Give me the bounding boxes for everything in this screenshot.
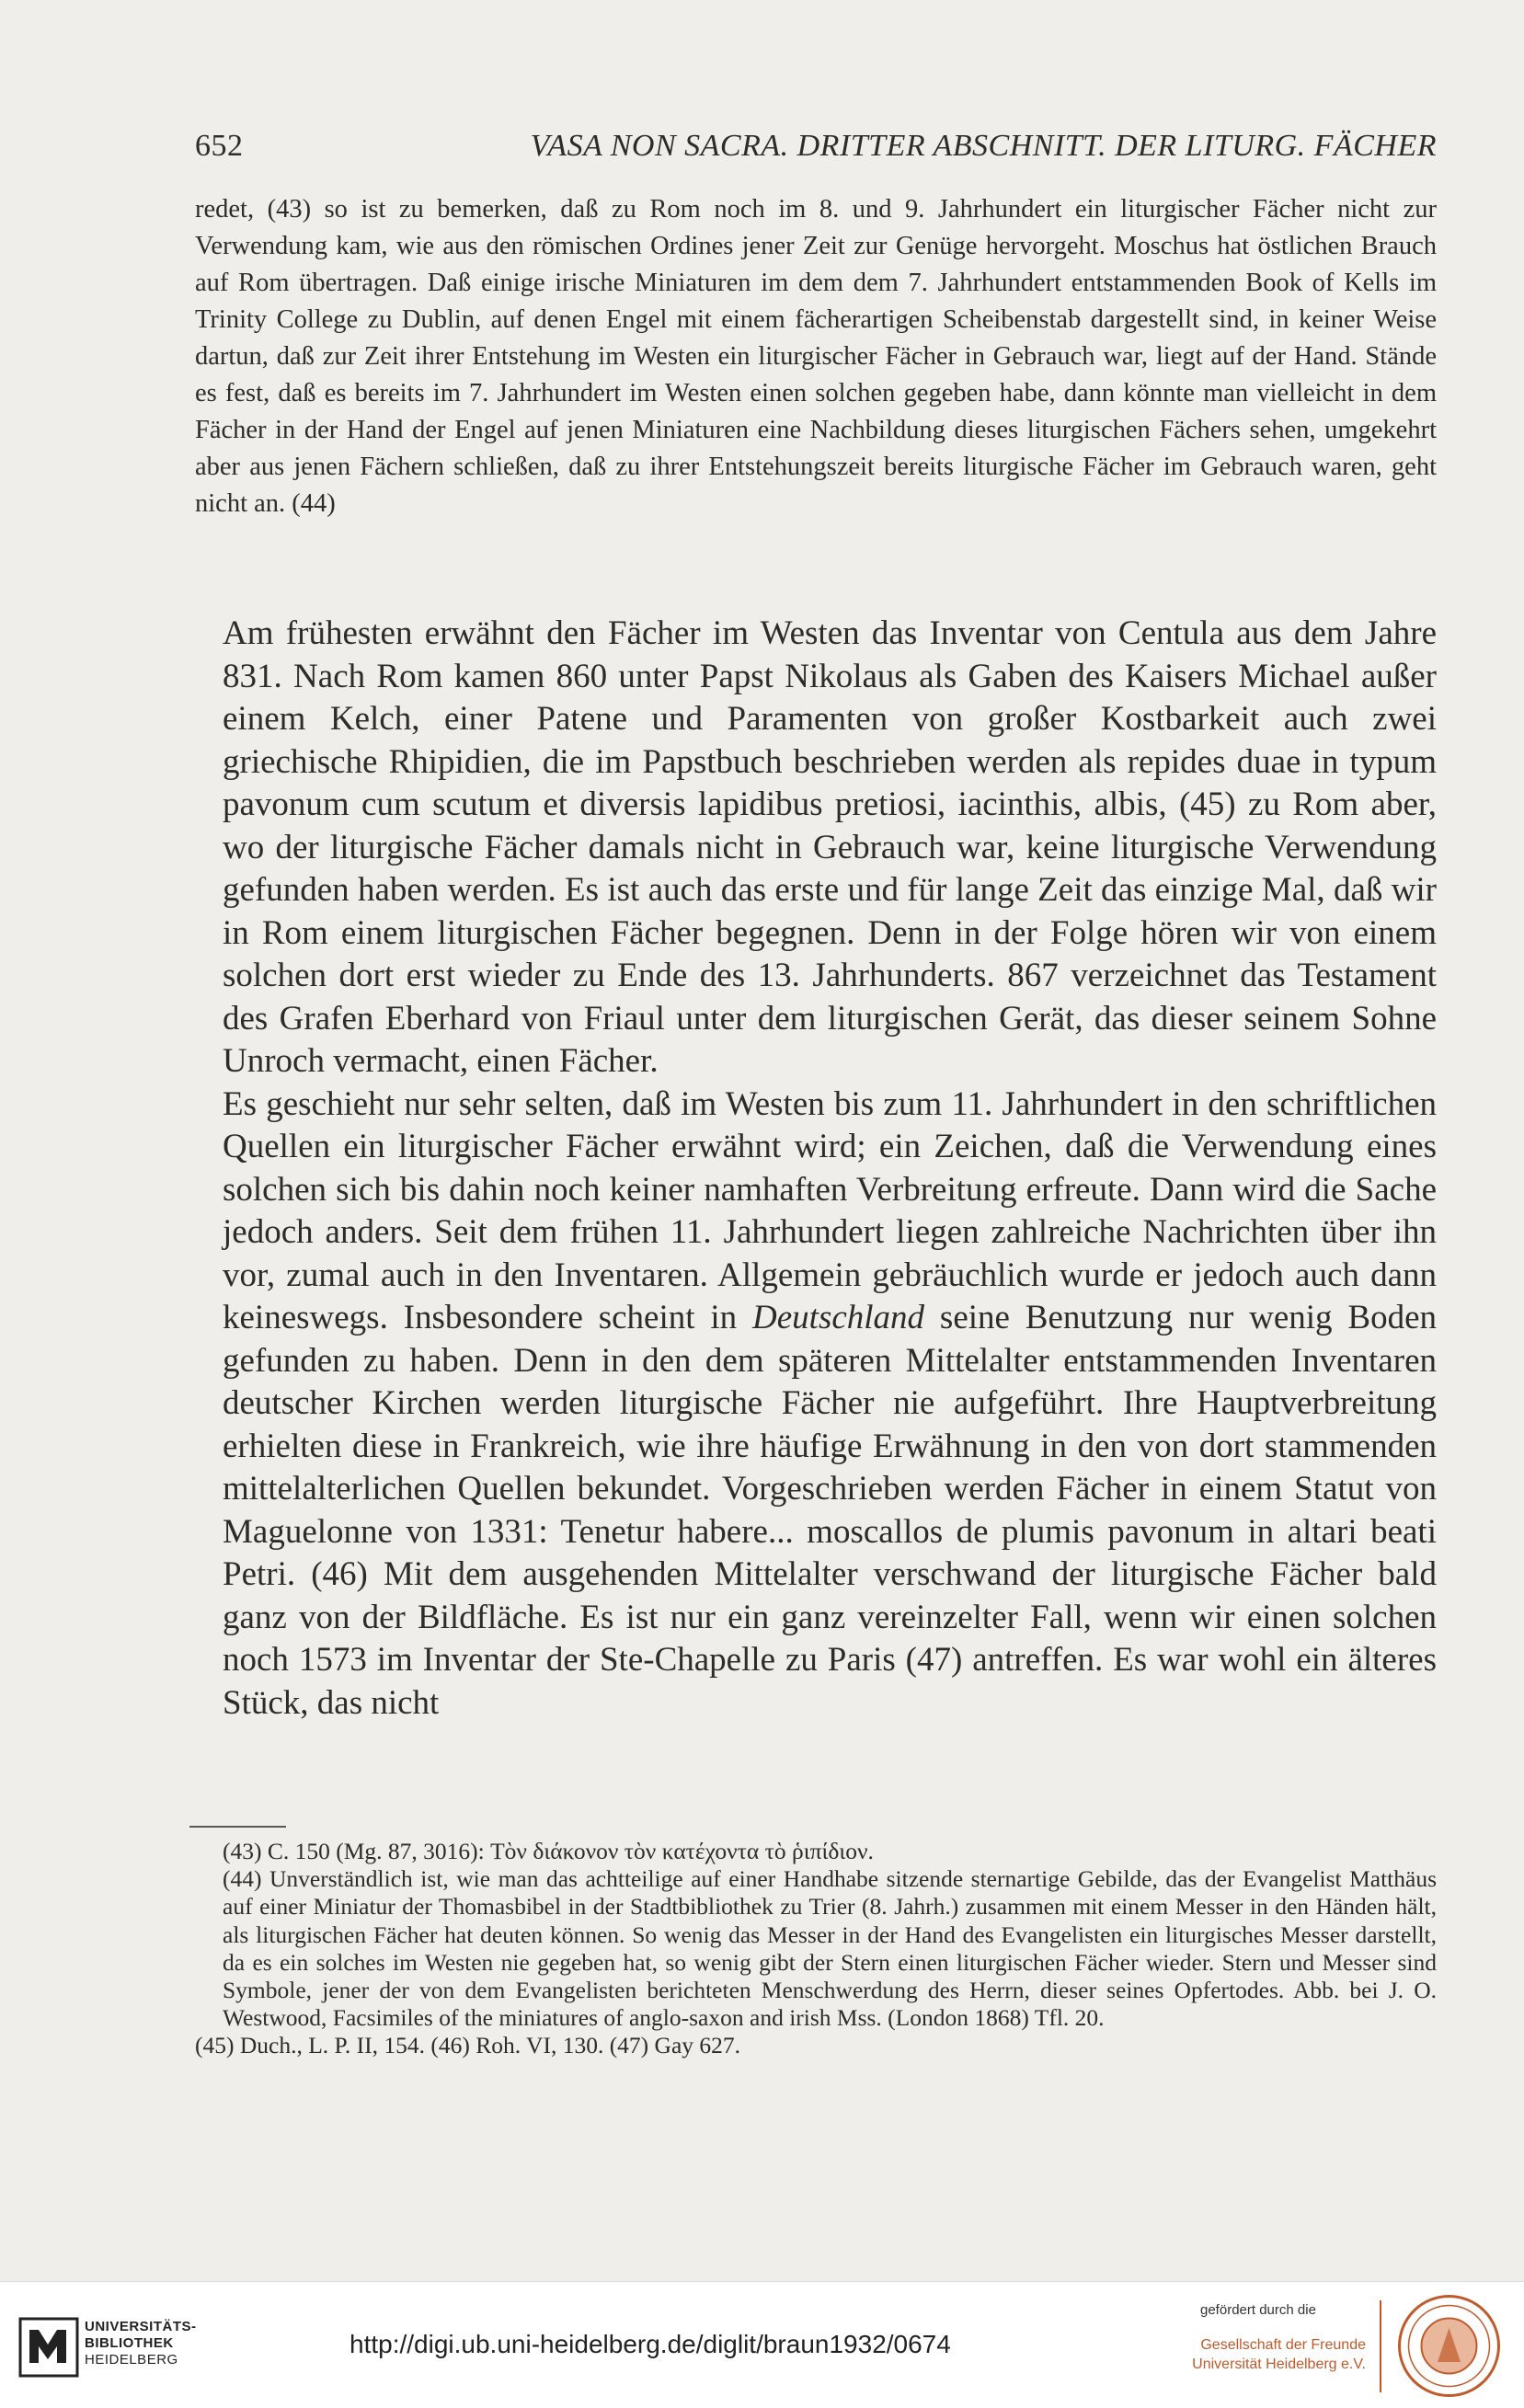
page-number: 652 <box>195 129 244 163</box>
society-name <box>1168 2335 1366 2374</box>
society-name-line-2: Universität Heidelberg e.V. <box>1192 2356 1366 2372</box>
continued-small-paragraph: redet, (43) so ist zu bemerken, daß zu Rom noch im 8. und 9. Jahrhundert ein liturgischer Fächer nicht zur Verwendung kam, wie aus den römischen Ordines jener Zeit zur Genüge hervorgeht. Moschus hat östlichen Brauch auf Rom übertragen. Daß einige irische Miniaturen im dem dem 7. Jahrhundert entstammenden Book of Kells im Trinity College zu Dublin, auf denen Engel mit einem fächerartigen Scheibenstab dargestellt sind, in keiner Weise dartun, daß zur Zeit ihrer Entstehung im Westen ein liturgischer Fächer in Gebrauch war, liegt auf der Hand. Stände es fest, daß es bereits im 7. Jahrhundert im Westen einen solchen gegeben habe, dann könnte man vielleicht in dem Fächer in der Hand der Engel auf jenen Miniaturen eine Nachbildung dieses liturgischen Fächers sehen, umgekehrt aber aus jenen Fächern schließen, daß zu ihrer Entstehungszeit bereits liturgische Fächer im Gebrauch waren, geht nicht an. (44) <box>195 195 1437 518</box>
permalink-url[interactable]: http://digi.ub.uni-heidelberg.de/diglit/braun1932/0674 <box>349 2330 951 2358</box>
digitization-footer <box>0 2281 1524 2408</box>
university-seal-icon <box>1396 2293 1502 2399</box>
library-name-line-1: UNIVERSITÄTS- <box>85 2319 197 2334</box>
running-header <box>195 129 1437 175</box>
library-name-line-3: HEIDELBERG <box>85 2352 178 2368</box>
footnote-45-47: (45) Duch., L. P. II, 154. (46) Roh. VI, 130. (47) Gay 627. <box>195 2032 741 2059</box>
footnote-43: (43) C. 150 (Mg. 87, 3016): Τὸν διάκονον τὸν κατέχοντα τὸ ῥιπίδιον. <box>223 1838 874 1864</box>
body-paragraph-1: Am frühesten erwähnt den Fächer im Westen das Inventar von Centula aus dem Jahre 831. Nach Rom kamen 860 unter Papst Nikolaus als Gaben des Kaisers Michael außer einem Kelch, einer Patene und Paramenten von großer Kostbarkeit auch zwei griechische Rhipidien, die im Papstbuch beschrieben werden als repides duae in typum pavonum cum scutum et diversis lapidibus pretiosi, iacinthis, albis, (45) zu Rom aber, wo der liturgische Fächer damals nicht in Gebrauch war, keine liturgische Verwendung gefunden haben werden. Es ist auch das erste und für lange Zeit das einzige Mal, daß wir in Rom einem liturgischen Fächer begegnen. Denn in der Folge hören wir von einem solchen dort erst wieder zu Ende des 13. Jahrhunderts. 867 verzeichnet das Testament des Grafen Eberhard von Friaul unter dem liturgischen Gerät, das dieser seinem Sohne Unroch vermacht, einen Fächer. <box>223 614 1437 1080</box>
library-name-line-2: BIBLIOTHEK <box>85 2335 174 2351</box>
paragraph-2-part-2: seine Benutzung nur wenig Boden gefunden zu haben. Denn in den dem späteren Mittelalter entstammenden Inventaren deutscher Kirchen werden liturgische Fächer nie aufgeführt. Ihre Hauptverbreitung erhielten diese in Frankreich, wie ihre häufige Erwähnung in den von dort stammenden mittelalterlichen Quellen bekundet. Vorgeschrieben werden Fächer in einem Statut von Maguelonne von 1331: Tenetur habere... moscallos de plumis pavonum in altari beati Petri. (46) Mit dem ausgehenden Mittelalter verschwand der liturgische Fächer bald ganz von der Bildfläche. Es ist nur ein ganz vereinzelter Fall, wenn wir einen solchen noch 1573 im Inventar der Ste-Chapelle zu Paris (47) antreffen. Es war wohl ein älteres Stück, das nicht <box>223 1299 1438 1722</box>
emphasis-deutschland: Deutschland <box>752 1299 925 1336</box>
funded-by-label: gefördert durch die <box>1200 2302 1316 2318</box>
library-name <box>85 2319 197 2368</box>
body-paragraph-2 <box>195 1084 1437 1726</box>
paragraph-2-part-1: Es geschieht nur sehr selten, daß im Westen bis zum 11. Jahrhundert in den schriftlichen Quellen ein liturgischer Fächer erwähnt wird; ein Zeichen, daß die Verwendung eines solchen sich bis dahin noch keiner namhaften Verbreitung erfreute. Dann wird die Sache jedoch anders. Seit dem frühen 11. Jahrhundert liegen zahlreiche Nachrichten über ihn vor, zumal auch in den Inventaren. Allgemein gebräuchlich wurde er jedoch auch dann keineswegs. Insbesondere scheint in <box>223 1084 1437 1336</box>
society-name-line-1: Gesellschaft der Freunde <box>1200 2337 1366 2353</box>
footnotes <box>195 1838 1437 2060</box>
footer-divider <box>1380 2300 1381 2392</box>
running-title: VASA NON SACRA. DRITTER ABSCHNITT. DER LITURG. FÄCHER <box>530 129 1437 163</box>
main-text <box>195 613 1437 1725</box>
footnote-44: (44) Unverständlich ist, wie man das achtteilige auf einer Handhabe sitzende sternartige Gebilde, das der Evangelist Matthäus auf einer Miniatur der Thomasbibel in der Stadtbibliothek zu Trier (8. Jahrh.) zusammen mit einem Messer in den Händen hält, als liturgischen Fächer hat deuten können. So wenig das Messer in der Hand des Evangelisten ein liturgisches Messer darstellt, da es ein solches im Westen nie gegeben hat, so wenig gibt der Stern einen liturgischen Fächer wieder. Stern und Messer sind Symbole, jener der von dem Evangelisten berichteten Menschwerdung des Herrn, dieser seines Opfertodes. Abb. bei J. O. Westwood, Facsimiles of the miniatures of anglo-saxon and irish Mss. (London 1868) Tfl. 20. <box>223 1865 1437 2032</box>
footnote-rule <box>189 1826 286 1828</box>
